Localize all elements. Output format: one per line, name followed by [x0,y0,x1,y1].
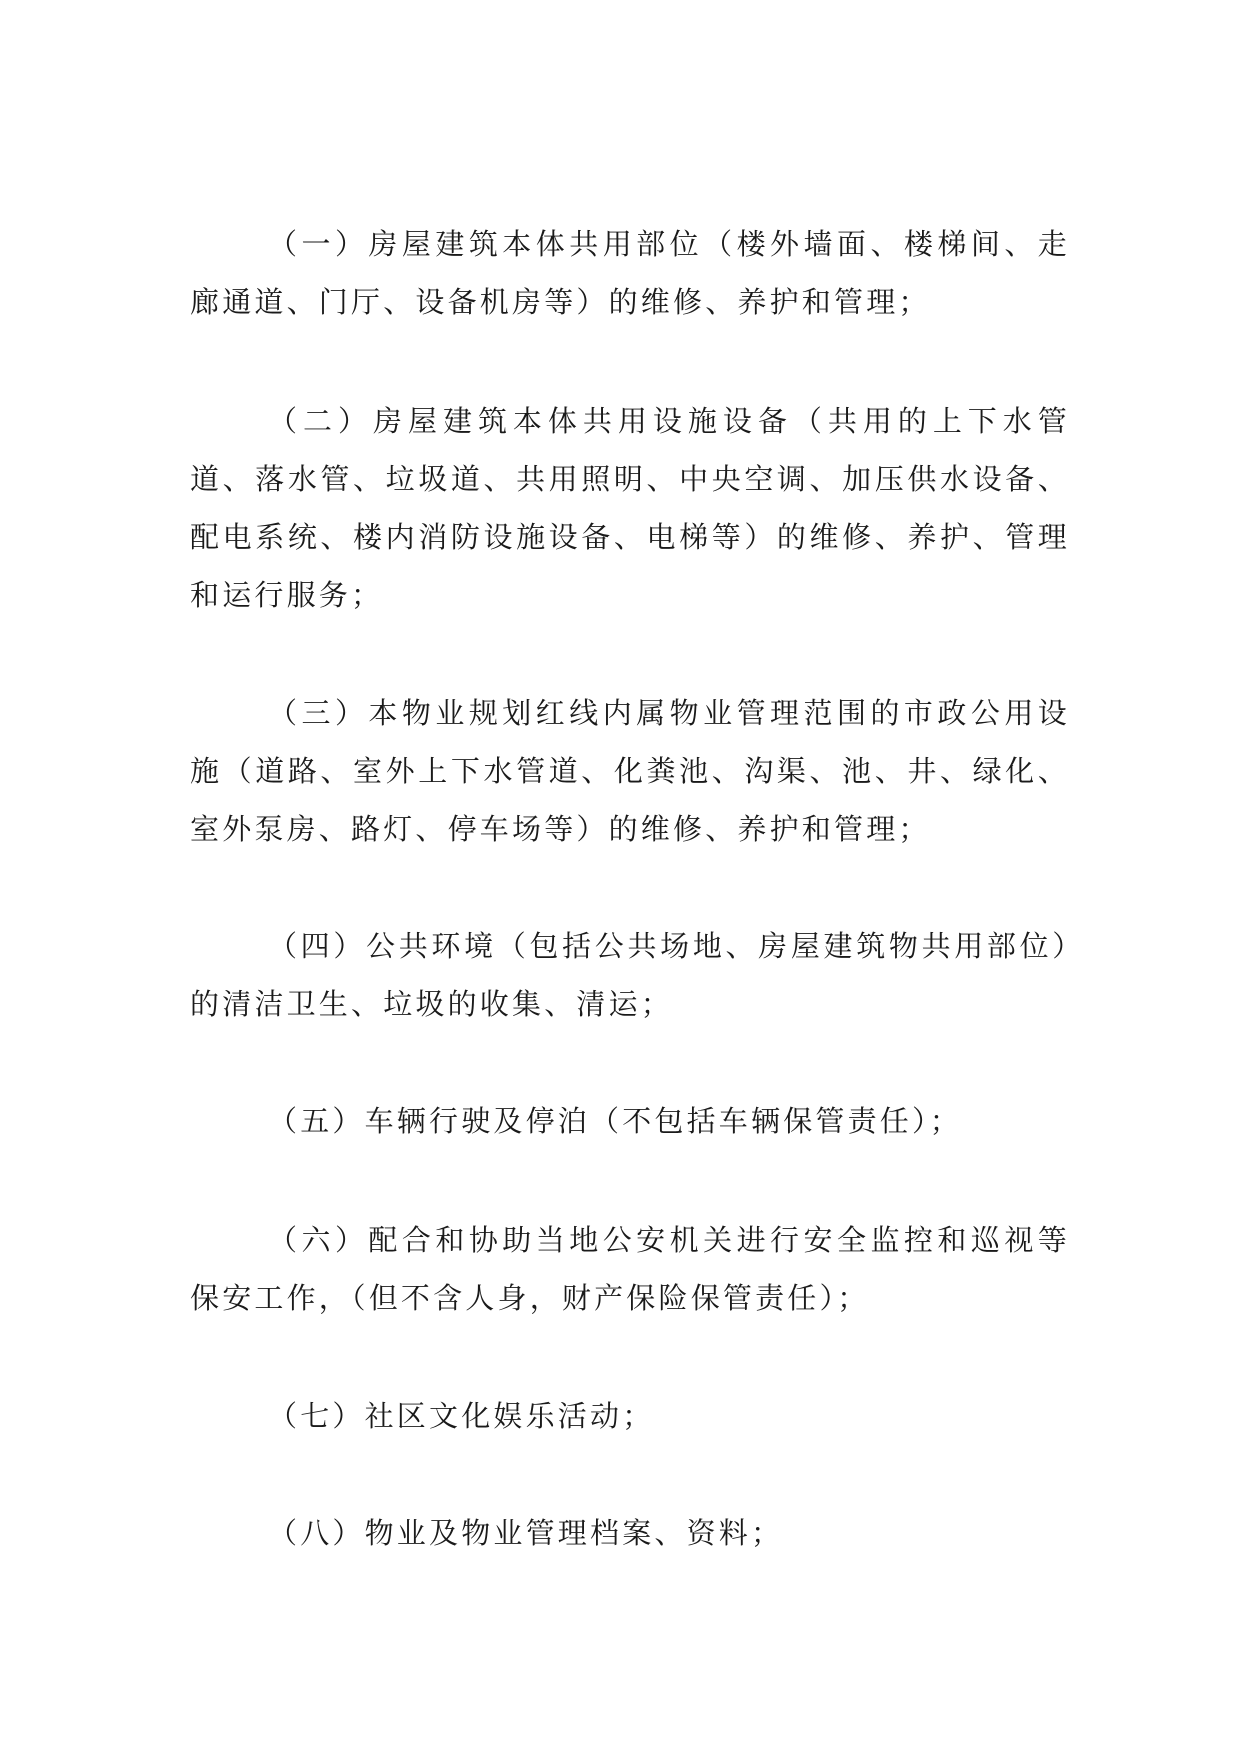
paragraph-1: （一）房屋建筑本体共用部位（楼外墙面、楼梯间、走廊通道、门厅、设备机房等）的维修、养护和管理； [190,227,1070,319]
paragraph-5: （五）车辆行驶及停泊（不包括车辆保管责任）； [268,1104,962,1138]
paragraph-8: （八）物业及物业管理档案、资料； [268,1516,784,1550]
paragraph-3: （三）本物业规划红线内属物业管理范围的市政公用设施（道路、室外上下水管道、化粪池、沟渠、池、井、绿化、室外泵房、路灯、停车场等）的维修、养护和管理； [190,696,1070,846]
paragraph-7: （七）社区文化娱乐活动； [268,1399,655,1433]
paragraph-6: （六）配合和协助当地公安机关进行安全监控和巡视等保安工作，（但不含人身，财产保险保管责任）； [190,1223,1070,1315]
paragraph-4: （四）公共环境（包括公共场地、房屋建筑物共用部位）的清洁卫生、垃圾的收集、清运； [190,929,1070,1021]
paragraph-2: （二）房屋建筑本体共用设施设备（共用的上下水管道、落水管、垃圾道、共用照明、中央空调、加压供水设备、配电系统、楼内消防设施设备、电梯等）的维修、养护、管理和运行服务； [190,404,1070,612]
